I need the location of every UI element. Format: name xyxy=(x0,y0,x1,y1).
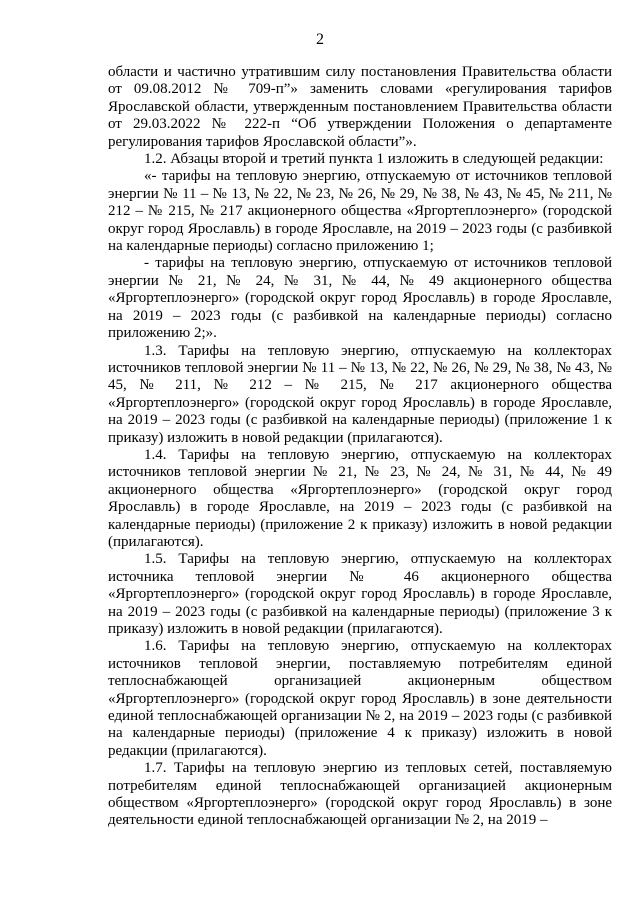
paragraph-1-5: 1.5. Тарифы на тепловую энергию, отпускаемую на коллекторах источника тепловой энергии № 46 акционерного общества «Яргортеплоэнерго» (городской округ город Ярославль) в городе Ярославле, на 2019 – 2023 годы (с разбивкой на календарные периоды) (приложение 3 к приказу) изложить в новой редакции (прилагаются). xyxy=(108,551,612,637)
page-number: 2 xyxy=(316,31,324,48)
paragraph-1-4: 1.4. Тарифы на тепловую энергию, отпускаемую на коллекторах источников тепловой энергии № 21, № 23, № 24, № 31, № 44, № 49 акционерного общества «Яргортеплоэнерго» (городской округ город Ярославль) в городе Ярославле, на 2019 – 2023 годы (с разбивкой на календарные периоды) (приложение 2 к приказу) изложить в новой редакции (прилагаются). xyxy=(108,446,612,550)
paragraph-1-6: 1.6. Тарифы на тепловую энергию, отпускаемую на коллекторах источников тепловой энергии, поставляемую потребителям единой теплоснабжающей организацией акционерным обществом «Яргортеплоэнерго» (городской округ город Ярославль) в зоне деятельности единой теплоснабжающей организации № 2, на 2019 – 2023 годы (с разбивкой на календарные периоды) (приложение 4 к приказу) изложить в новой редакции (прилагаются). xyxy=(108,638,612,759)
paragraph-1-2: 1.2. Абзацы второй и третий пункта 1 изложить в следующей редакции: xyxy=(144,151,604,168)
paragraph-1-3: 1.3. Тарифы на тепловую энергию, отпускаемую на коллекторах источников тепловой энергии № 11 – № 13, № 22, № 26, № 29, № 38, № 43, № 45, № 211, № 212 – № 215, № 217 акционерного общества «Яргортеплоэнерго» (городской округ город Ярославль) в городе Ярославле, на 2019 – 2023 годы (с разбивкой на календарные периоды) (приложение 1 к приказу) изложить в новой редакции (прилагаются). xyxy=(108,342,612,446)
paragraph-tariff-item-2: - тарифы на тепловую энергию, отпускаемую от источников тепловой энергии № 21, № 24, № 31, № 44, № 49 акционерного общества «Яргортеплоэнерго» (городской округ город Ярославль) в городе Ярославле, на 2019 – 2023 годы (с разбивкой на календарные периоды) согласно приложению 2;». xyxy=(108,255,612,342)
paragraph-continuation: области и частично утратившим силу постановления Правительства области от 09.08.2012 № 709-п”» заменить словами «регулирования тарифов Ярославской области, утвержденным постановлением Правительства области от 29.03.2022 № 222-п “Об утверждении Положения о департаменте регулирования тарифов Ярославской области”». xyxy=(108,64,612,150)
document-body xyxy=(108,64,612,830)
paragraph-tariff-item-1: «- тарифы на тепловую энергию, отпускаемую от источников тепловой энергии № 11 – № 13, № 22, № 23, № 26, № 29, № 38, № 43, № 45, № 211, № 212 – № 215, № 217 акционерного общества «Яргортеплоэнерго» (городской округ город Ярославль) в городе Ярославле, на 2019 – 2023 годы (с разбивкой на календарные периоды) согласно приложению 1; xyxy=(108,168,612,255)
paragraph-1-7: 1.7. Тарифы на тепловую энергию из тепловых сетей, поставляемую потребителям единой теплоснабжающей организацией акционерным обществом «Яргортеплоэнерго» (городской округ город Ярославль) в зоне деятельности единой теплоснабжающей организации № 2, на 2019 – xyxy=(108,760,612,829)
